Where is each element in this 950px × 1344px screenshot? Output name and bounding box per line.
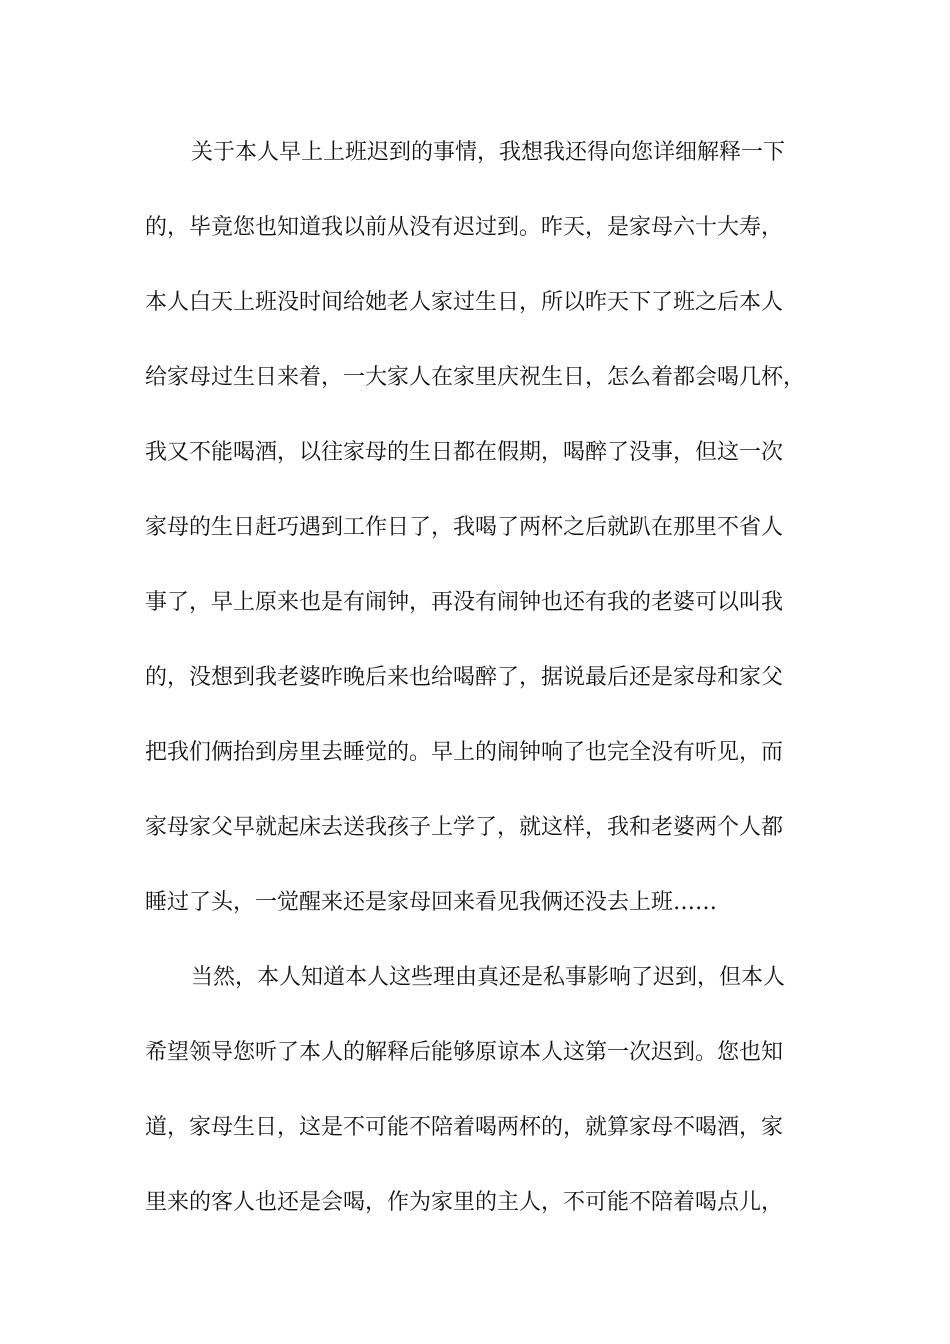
paragraph-1-line-9: 把我们俩抬到房里去睡觉的。早上的闹钟响了也完全没有听见，而 (145, 740, 784, 765)
paragraph-1-line-10: 家母家父早就起床去送我孩子上学了，就这样，我和老婆两个人都 (145, 815, 784, 840)
paragraph-1-line-11: 睡过了头，一觉醒来还是家母回来看见我俩还没去上班…… (145, 890, 718, 915)
paragraph-1-line-8: 的，没想到我老婆昨晚后来也给喝醉了，据说最后还是家母和家父 (145, 665, 784, 690)
paragraph-1-line-3: 本人白天上班没时间给她老人家过生日，所以昨天下了班之后本人 (145, 290, 784, 315)
paragraph-2-line-3: 道，家母生日，这是不可能不陪着喝两杯的，就算家母不喝酒，家 (145, 1115, 784, 1140)
paragraph-1-line-6: 家母的生日赶巧遇到工作日了，我喝了两杯之后就趴在那里不省人 (145, 515, 784, 540)
paragraph-1-line-7: 事了，早上原来也是有闹钟，再没有闹钟也还有我的老婆可以叫我 (145, 590, 784, 615)
paragraph-1-line-1: 关于本人早上上班迟到的事情，我想我还得向您详细解释一下 (191, 140, 786, 165)
paragraph-1-line-5: 我又不能喝酒，以往家母的生日都在假期，喝醉了没事，但这一次 (145, 440, 784, 465)
paragraph-1-line-4: 给家母过生日来着，一大家人在家里庆祝生日，怎么着都会喝几杯， (145, 365, 806, 390)
paragraph-1-line-2: 的，毕竟您也知道我以前从没有迟过到。昨天，是家母六十大寿， (145, 215, 784, 240)
paragraph-2-line-2: 希望领导您听了本人的解释后能够原谅本人这第一次迟到。您也知 (145, 1040, 784, 1065)
paragraph-2-line-1: 当然，本人知道本人这些理由真还是私事影响了迟到，但本人 (191, 965, 786, 990)
paragraph-2-line-4: 里来的客人也还是会喝，作为家里的主人，不可能不陪着喝点儿， (145, 1190, 784, 1215)
